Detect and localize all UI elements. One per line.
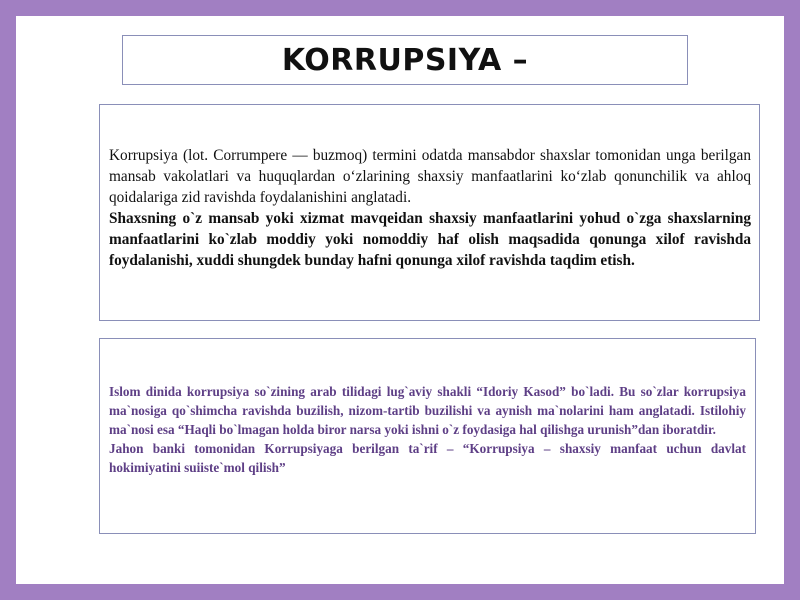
world-bank-definition-text: Jahon banki tomonidan Korrupsiyaga berilgan ta`rif – “Korrupsiya – shaxsiy manfaat uchun davlat hokimiyatini suiiste`mol qilish” bbox=[109, 441, 746, 475]
slide-title: KORRUPSIYA – bbox=[281, 42, 529, 78]
definition-box bbox=[99, 104, 760, 321]
islam-worldbank-box bbox=[99, 338, 756, 534]
islam-definition-text: Islom dinida korrupsiya so`zining arab tilidagi lug`aviy shakli “Idoriy Kasod” bo`ladi. Bu so`zlar korrupsiya ma`nosiga qo`shimcha ravishda buzilish, nizom-tartib buzilishi va aynish ma`nolarini ham anglatadi. Istilohiy ma`nosi esa “Haqli bo`lmagan holda biror narsa yoki ishni o`z foydasiga hal qilishga urunish”dan iboratdir. bbox=[109, 384, 746, 437]
title-box bbox=[122, 35, 688, 85]
legal-definition-text: Shaxsning o`z mansab yoki xizmat mavqeidan shaxsiy manfaatlarini yohud o`zga shaxslarning manfaatlarini ko`zlab moddiy yoki nomoddiy haf olish maqsadida qonunga xilof ravishda foydalanishi, xuddi shungdek bunday hafni qonunga xilof ravishda taqdim etish. bbox=[109, 210, 751, 269]
definition-text: Korrupsiya (lot. Corrumpere — buzmoq) termini odatda mansabdor shaxslar tomonidan unga berilgan mansab vakolatlari va huquqlardan o‘zlarining shaxsiy manfaatlarini ko‘zlab qonunchilik va ahloq qoidalariga zid ravishda foydalanishini anglatadi. bbox=[109, 147, 751, 206]
slide bbox=[16, 16, 784, 584]
